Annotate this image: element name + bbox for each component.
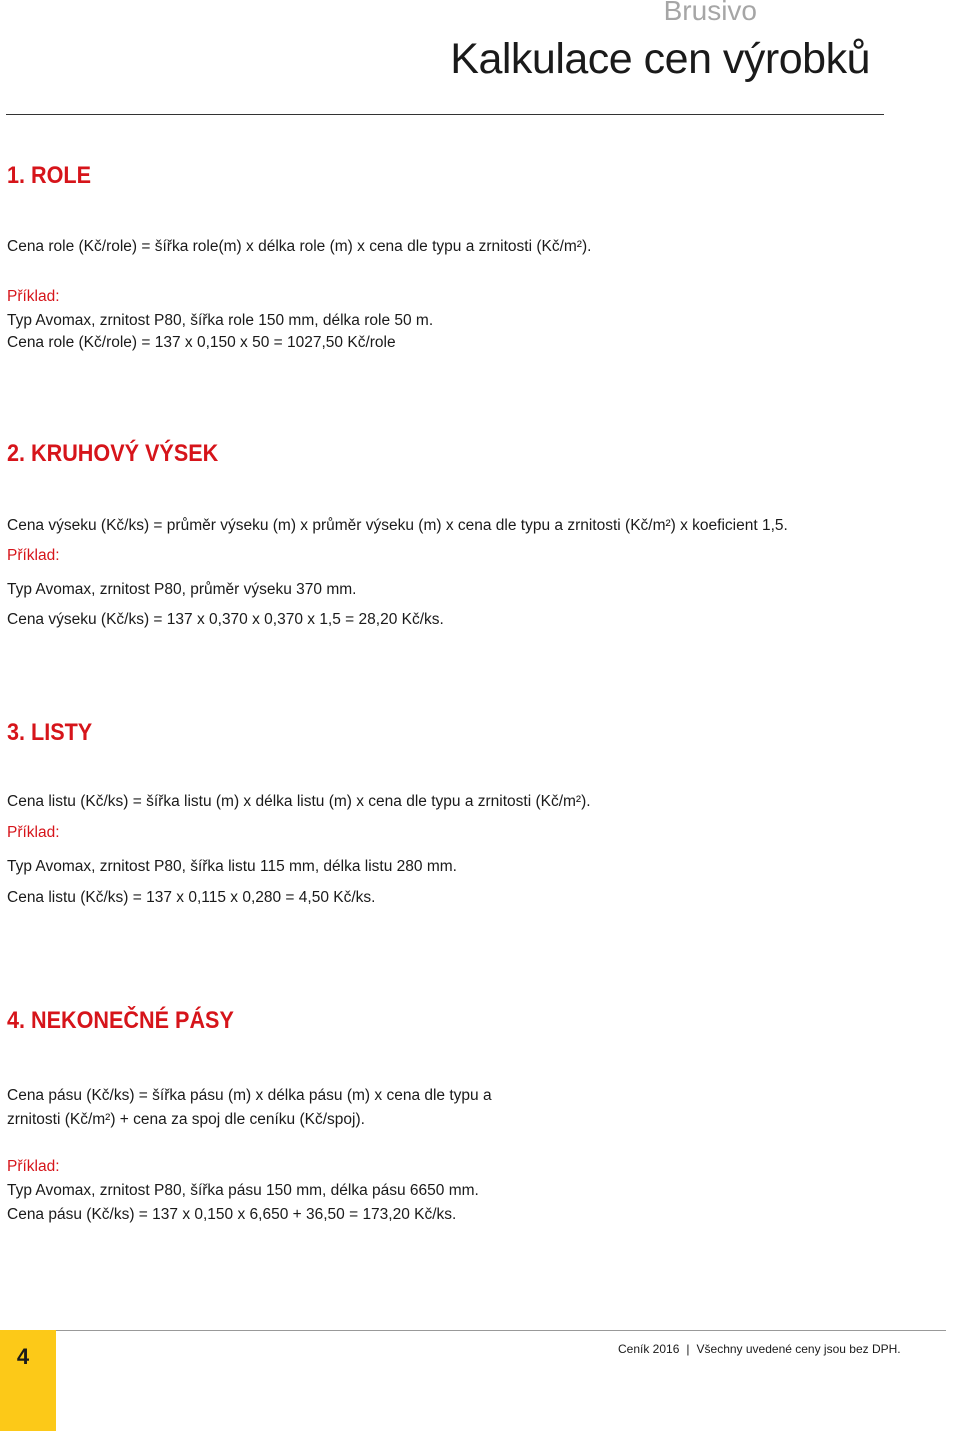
formula-text: Cena pásu (Kč/ks) = šířka pásu (m) x délka pásu (m) x cena dle typu a (7, 1087, 492, 1104)
formula-text: zrnitosti (Kč/m²) + cena za spoj dle ceníku (Kč/spoj). (7, 1111, 365, 1128)
section-heading: 3. LISTY (7, 719, 93, 746)
header-divider (6, 114, 884, 115)
page-title: Kalkulace cen výrobků (450, 35, 870, 83)
formula-text: Cena role (Kč/role) = šířka role(m) x délka role (m) x cena dle typu a zrnitosti (Kč/m²). (7, 238, 592, 255)
example-label: Příklad: (7, 1158, 60, 1175)
example-label: Příklad: (7, 547, 60, 564)
section-role (7, 162, 907, 362)
example-result: Cena výseku (Kč/ks) = 137 x 0,370 x 0,370 x 1,5 = 28,20 Kč/ks. (7, 611, 444, 628)
example-line: Typ Avomax, zrnitost P80, průměr výseku 370 mm. (7, 581, 357, 598)
footer-separator: | (686, 1342, 690, 1356)
formula-text: Cena listu (Kč/ks) = šířka listu (m) x délka listu (m) x cena dle typu a zrnitosti (Kč/m²). (7, 793, 591, 810)
section-kruhovy-vysek (7, 440, 907, 640)
example-label: Příklad: (7, 824, 60, 841)
example-result: Cena pásu (Kč/ks) = 137 x 0,150 x 6,650 + 36,50 = 173,20 Kč/ks. (7, 1206, 457, 1223)
section-listy (7, 719, 907, 919)
footer-text (618, 1341, 901, 1357)
example-line: Typ Avomax, zrnitost P80, šířka pásu 150 mm, délka pásu 6650 mm. (7, 1182, 479, 1199)
example-label: Příklad: (7, 288, 60, 305)
example-line: Typ Avomax, zrnitost P80, šířka role 150 mm, délka role 50 m. (7, 312, 434, 329)
section-heading: 1. ROLE (7, 162, 92, 189)
example-line: Typ Avomax, zrnitost P80, šířka listu 115 mm, délka listu 280 mm. (7, 858, 457, 875)
example-result: Cena role (Kč/role) = 137 x 0,150 x 50 = 1027,50 Kč/role (7, 334, 396, 351)
section-heading: 4. NEKONEČNÉ PÁSY (7, 1007, 234, 1034)
formula-text: Cena výseku (Kč/ks) = průměr výseku (m) x průměr výseku (m) x cena dle typu a zrnitosti (Kč/m²) x koeficient 1,5. (7, 517, 788, 534)
footer-catalog: Ceník 2016 (618, 1342, 680, 1356)
category-supertitle: Brusivo (663, 0, 757, 26)
footer-divider (56, 1330, 946, 1331)
example-result: Cena listu (Kč/ks) = 137 x 0,115 x 0,280 = 4,50 Kč/ks. (7, 889, 376, 906)
section-nekonecne-pasy (7, 1007, 907, 1227)
page-number: 4 (16, 1344, 30, 1369)
section-heading: 2. KRUHOVÝ VÝSEK (7, 440, 219, 467)
footer-note: Všechny uvedené ceny jsou bez DPH. (696, 1342, 901, 1356)
